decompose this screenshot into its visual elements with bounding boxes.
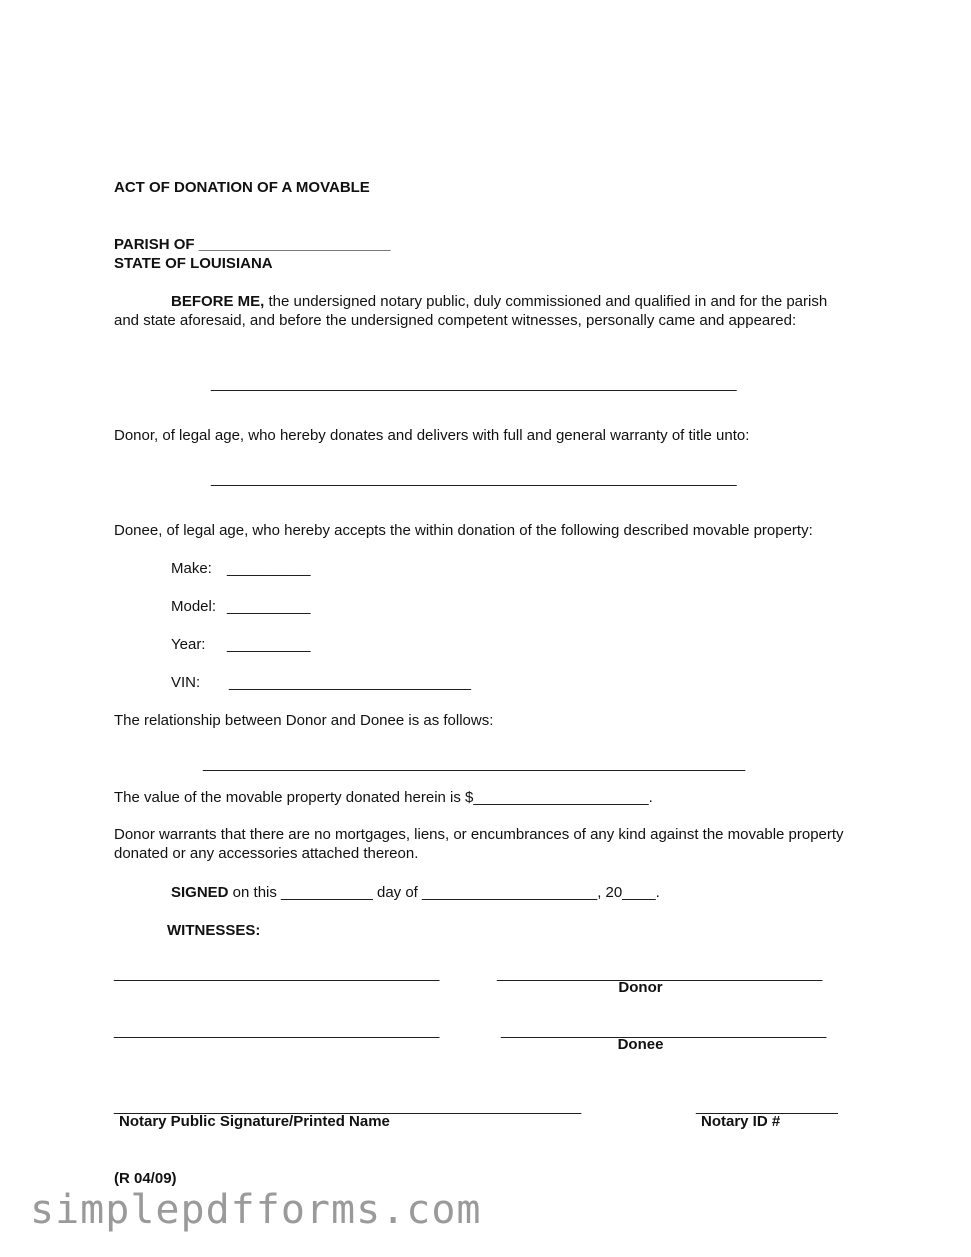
make-label: Make: xyxy=(171,560,212,577)
donee-text: Donee, of legal age, who hereby accepts the within donation of the following described movable property: xyxy=(114,522,813,539)
parish-label: PARISH OF xyxy=(114,236,195,253)
notary-id-line[interactable]: _________________ xyxy=(696,1098,838,1115)
year-row xyxy=(171,635,311,654)
vin-field[interactable]: _____________________________ xyxy=(229,674,471,691)
witness1-signature-line[interactable]: _______________________________________ xyxy=(114,965,440,982)
donor-text: Donor, of legal age, who hereby donates and delivers with full and general warranty of title unto: xyxy=(114,427,750,444)
warranty-text: Donor warrants that there are no mortgages, liens, or encumbrances of any kind against the movable property donated or any accessories attached thereon. xyxy=(114,826,844,862)
signed-text: on this ___________ day of _____________________, 20____. xyxy=(228,884,660,901)
year-label: Year: xyxy=(171,636,206,653)
relationship-text: The relationship between Donor and Donee is as follows: xyxy=(114,712,494,729)
document-title: ACT OF DONATION OF A MOVABLE xyxy=(114,179,370,196)
donee-signature-label: Donee xyxy=(617,1036,664,1053)
intro-lead: BEFORE ME, xyxy=(171,293,265,310)
intro-text: the undersigned notary public, duly commissioned and qualified in and for the parish and state aforesaid, and before the undersigned competent witnesses, personally came and appeared: xyxy=(114,293,828,329)
donee-signature-line[interactable]: _______________________________________ xyxy=(501,1022,827,1039)
model-row xyxy=(171,597,311,616)
make-row xyxy=(171,559,311,578)
signed-line[interactable] xyxy=(171,883,660,902)
state-label: STATE OF LOUISIANA xyxy=(114,255,273,272)
year-field[interactable]: __________ xyxy=(227,636,311,653)
parish-line xyxy=(114,235,391,254)
model-label: Model: xyxy=(171,598,217,615)
donor-signature-label: Donor xyxy=(618,979,663,996)
vin-label: VIN: xyxy=(171,674,201,691)
donor-name-field[interactable]: _______________________________________________________________ xyxy=(211,375,737,392)
notary-signature-label: Notary Public Signature/Printed Name xyxy=(119,1113,390,1130)
parish-field[interactable]: _______________________ xyxy=(198,236,391,253)
signed-lead: SIGNED xyxy=(171,884,229,901)
watermark-text: simplepdfforms.com xyxy=(30,1187,482,1233)
intro-paragraph xyxy=(114,292,854,330)
relationship-field[interactable]: _________________________________________________________________ xyxy=(203,755,746,772)
donor-signature-line[interactable]: _______________________________________ xyxy=(497,965,823,982)
notary-signature-line[interactable]: ________________________________________________________ xyxy=(114,1098,582,1115)
vin-row xyxy=(171,673,471,692)
make-field[interactable]: __________ xyxy=(227,560,311,577)
value-text[interactable]: The value of the movable property donated herein is $_____________________. xyxy=(114,789,653,806)
witnesses-label: WITNESSES: xyxy=(167,922,261,939)
model-field[interactable]: __________ xyxy=(227,598,311,615)
witness2-signature-line[interactable]: _______________________________________ xyxy=(114,1022,440,1039)
donee-name-field[interactable]: _______________________________________________________________ xyxy=(211,470,737,487)
revision-code: (R 04/09) xyxy=(114,1170,177,1187)
notary-id-label: Notary ID # xyxy=(701,1113,781,1130)
